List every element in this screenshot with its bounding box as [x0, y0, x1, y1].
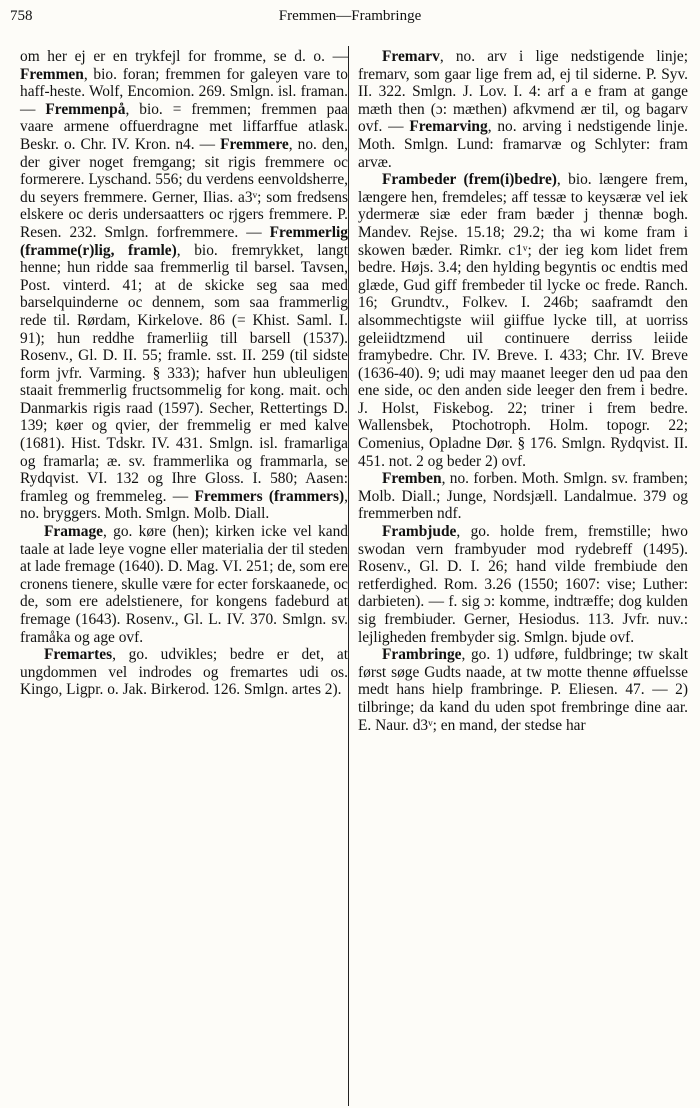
dictionary-entry	[20, 646, 348, 699]
entry-headword: Fremben	[382, 470, 442, 488]
right-column	[358, 48, 688, 734]
entry-headword: Fremartes	[44, 646, 113, 664]
entry-headword: Fremarving	[409, 118, 488, 136]
page-header	[10, 8, 690, 30]
entry-text: , bio. længere frem, længere hen, fremdeles; aff tessæ to keysæræ vel iek ydermeræ siæ eder fram bæder j thennæ bogh. Mandev. Rejse. 15.18; 29.2; tha wi kome fram i skowen bæder. Rimkr. c1ᵛ; der ieg kom lidet frem bedre. Højs. 3.4; den hylding begyntis oc endtis med glæde, Gud giff frembeder til lycke oc frede. Ranch. 16; Grundtv., Folkev. I. 246b; saaframdt den alsommechtigste wiil giiffue lycke till, at uorriss geleiidtzmend uil continuere derriss leiide framybedre. Chr. IV. Breve. I. 433; Chr. IV. Breve (1636-40). 9; udi may maanet leeger den ud paa den ene side, oc den anden side leeger den frem i bedre. J. Holst, Fiskebog. 22; triner i frem bedre. Wallensbek, Ptochotroph. Holm. topogr. 22; Comenius, Opladne Dør. § 176. Smlgn. Rydqvist. II. 451. not. 2 og beder 2) ovf.	[358, 171, 689, 470]
entry-text: , go. udvikles; bedre er det, at ungdommen vel indrodes og fremartes udi os. Kingo, Ligpr. o. Jak. Birkerod. 126. Smlgn. artes 2).	[20, 646, 348, 699]
entry-headword: Fremmere	[220, 135, 289, 153]
entry-headword: Frambjude	[382, 523, 457, 541]
entry-text: , no. arving i nedstigende linje. Moth. Smlgn. Lund: framarvæ og Schlyter: fram arvæ.	[358, 118, 688, 171]
page-number: 758	[10, 8, 33, 24]
dictionary-entry	[358, 523, 688, 646]
dictionary-entry	[358, 646, 688, 734]
entry-text: , bio. = fremmen; fremmen paa vaare armene offuerdragne met liffarffue atlask. Beskr. o. Chr. IV. Kron. n4. —	[20, 100, 348, 153]
dictionary-entry	[358, 48, 688, 171]
entry-text: , go. holde frem, fremstille; hwo swodan vern frambyuder mod rydebreff (1495). Rosenv., Gl. D. I. 26; hand vilde frembiude den retferdighed. Rom. 3.26 (1550; 1607: vise; Luther: darbieten). — f. sig ɔ: komme, indtræffe; dog kulden sig frembiuder. Gerner, Hesiodus. 113. Jvfr. nuv.: lejligheden frembyder sig. Smlgn. bjude ovf.	[358, 523, 688, 646]
entry-headword: Fremmen	[20, 65, 84, 83]
dictionary-entry	[358, 171, 688, 470]
dictionary-entry	[20, 48, 348, 523]
entry-headword: Fremmenpå	[45, 100, 126, 118]
entry-text: om her ej er en trykfejl for fromme, se d. o. —	[20, 48, 348, 65]
entry-text: , bio. foran; fremmen for galeyen vare to haff-heste. Wolf, Encomion. 269. Smlgn. isl. framan. —	[20, 65, 348, 118]
entry-text: , no. arv i lige nedstigende linje; fremarv, som gaar lige frem ad, ej til siderne. P. Syv. II. 322. Smlgn. J. Lov. I. 4: arf a e fram at gange mæth then (ɔ: mæthen) afkvmend ær til, og bagarv ovf. —	[358, 48, 688, 136]
column-divider	[348, 46, 349, 1106]
entry-text: , go. 1) udføre, fuldbringe; tw skalt først søge Gudts naade, at tw motte thenne øffuelsse medt hans hielp frambringe. P. Eliesen. 47. — 2) tilbringe; da kand du uden spot frembringe dine aar. E. Naur. d3ᵛ; en mand, der stedse har	[358, 646, 688, 734]
entry-headword: Framage	[44, 523, 103, 541]
entry-headword: Frambringe	[382, 646, 462, 664]
entry-text: , go. køre (hen); kirken icke vel kand taale at lade leye vogne eller materialia der til steden at lade fremage (1640). D. Mag. VI. 251; de, som ere cronens tienere, skulle være for ecter forskaanede, oc de, som ere adelstienere, for kongens fadeburd at fremage (1643). Rosenv., Gl. L. IV. 370. Smlgn. sv. framåka og age ovf.	[20, 523, 348, 646]
entry-text: , no. den, der giver noget fremgang; sit rigis fremmere oc formerere. Lyschand. 556; du verdens eenvoldsherre, du seyers fremmere. Gerner, Ilias. a3ᵛ; som fredsens elskere oc deris undersaatters oc rjgers fremmere. P. Resen. 232. Smlgn. forfremmere. —	[20, 135, 348, 241]
running-title: Fremmen—Frambringe	[278, 8, 422, 24]
entry-headword: Fremmerlig (framme(r)lig, framle)	[20, 223, 348, 259]
entry-headword: Fremmers (frammers)	[194, 487, 345, 505]
left-column	[20, 48, 348, 699]
entry-text: , no. forben. Moth. Smlgn. sv. framben; Molb. Diall.; Junge, Nordsjæll. Landalmue. 379 og fremmerben ndf.	[358, 470, 688, 523]
dictionary-entry	[358, 470, 688, 523]
entry-text: , no. bryggers. Moth. Smlgn. Molb. Diall.	[20, 487, 348, 523]
entry-headword: Frambeder (frem(i)bedre)	[382, 171, 557, 189]
entry-headword: Fremarv	[382, 48, 440, 65]
dictionary-entry	[20, 523, 348, 646]
entry-text: , bio. fremrykket, langt henne; hun ridde saa fremmerlig til barsel. Tavsen, Post. vinterd. 41; at de skicke seg saa med barselquinderne oc dennem, som saa frammerlig rede til. Rørdam, Kirkelove. 86 (= Khist. Saml. I. 91); hun reddhe framerliig till barsell (1537). Rosenv., Gl. D. II. 55; framle. sst. II. 259 (til sidste form jvfr. Varming. § 333); hafver hun ubleuligen staait fremmerlig fructsommelig for kong. mait. och Danmarkis rigis raad (1597). Secher, Rettertings D. 139; køer og qvier, der fremmelig er med kalve (1681). Hist. Tdskr. IV. 431. Smlgn. isl. framarliga og framarla; æ. sv. frammerlika og frammarla, se Rydqvist. VI. 132 og Ihre Gloss. I. 580; Aasen: framleg og fremmeleg. —	[20, 241, 348, 505]
